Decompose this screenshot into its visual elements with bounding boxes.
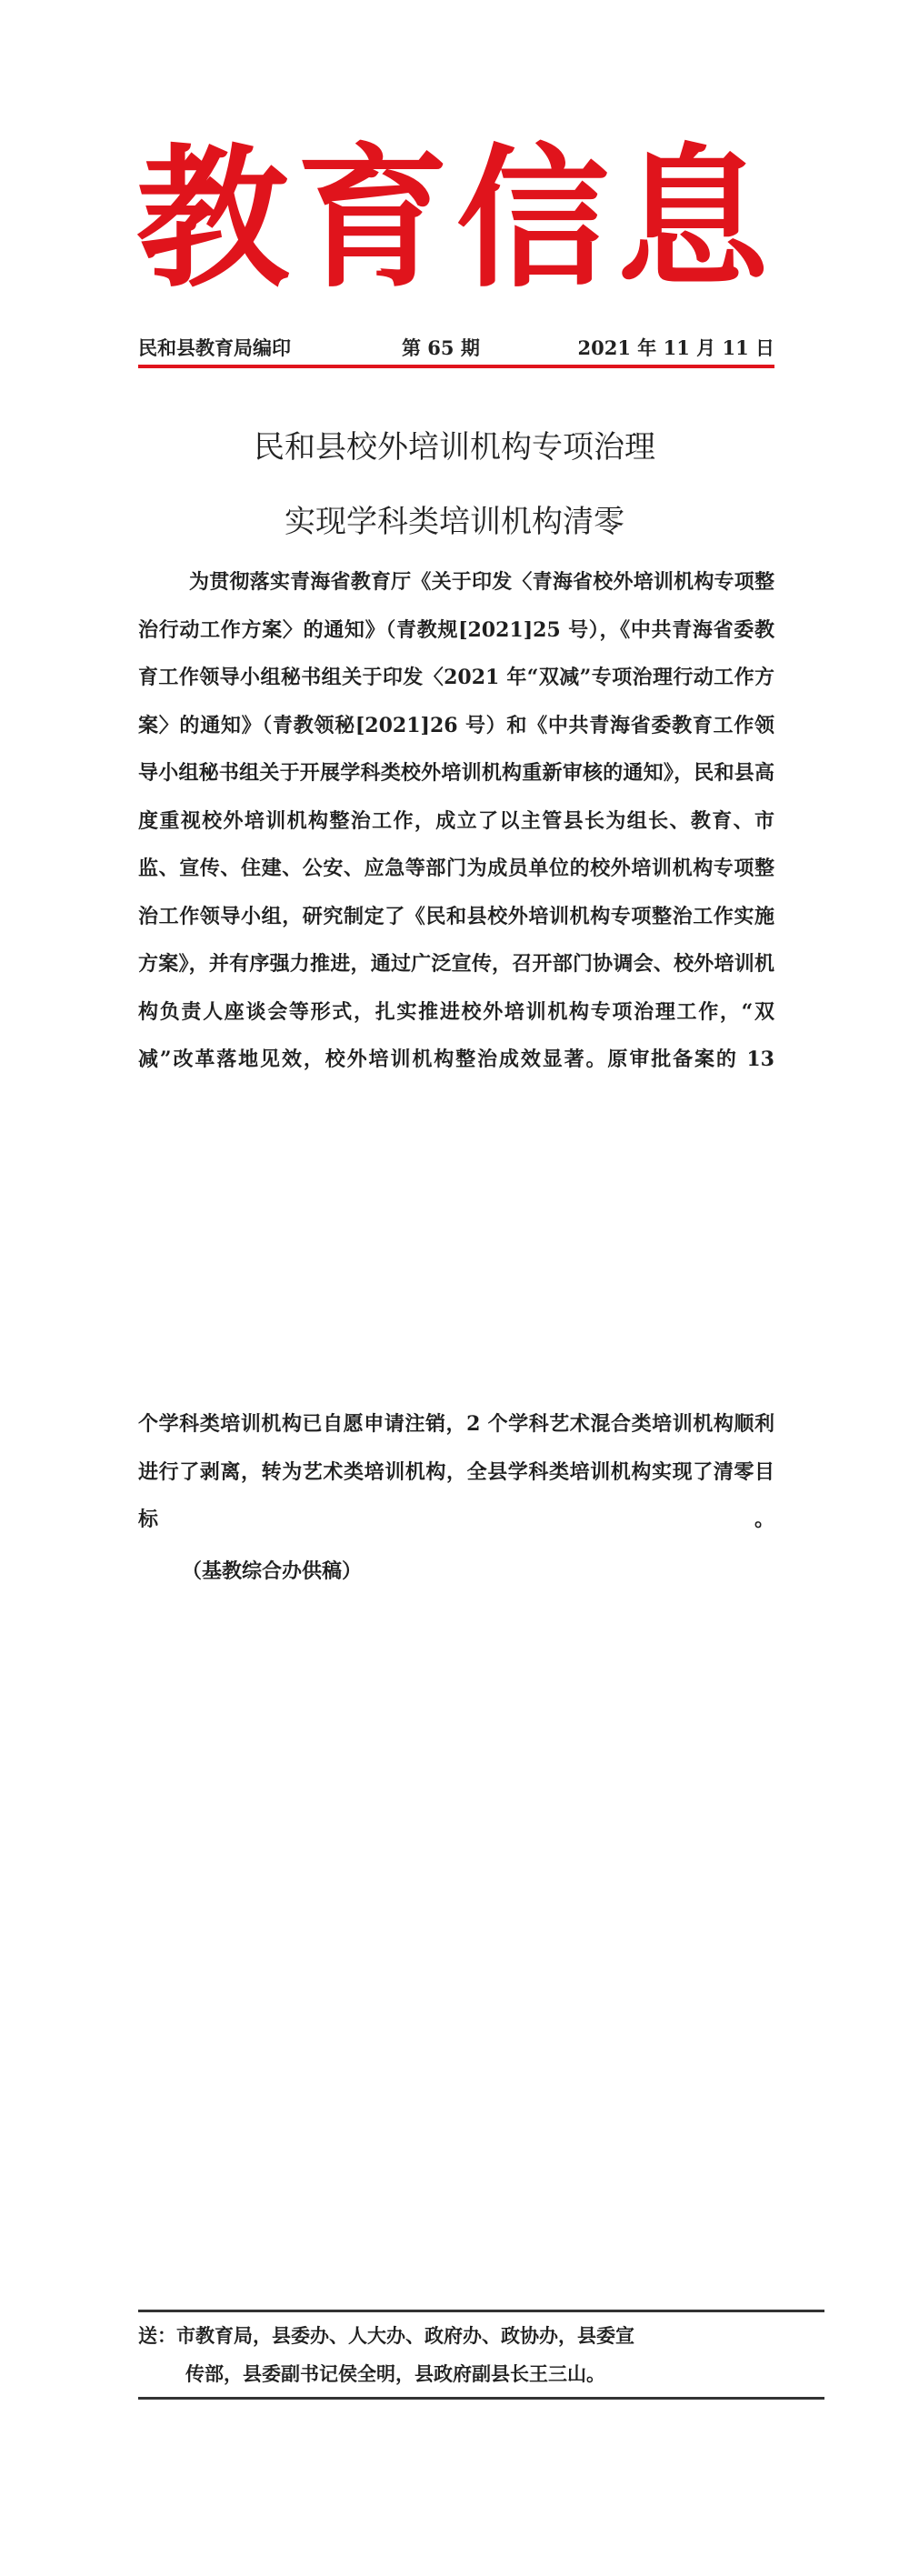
distribution-line-2: 传部，县委副书记侯全明，县政府副县长王三山。 (185, 2362, 605, 2385)
distribution-line-1: 送：市教育局，县委办、人大办、政府办、政协办，县委宣 (138, 2324, 634, 2347)
masthead-title: 教育信息 (136, 128, 776, 308)
article-paragraph-1: 为贯彻落实青海省教育厅《关于印发〈青海省校外培训机构专项整治行动工作方案〉的通知》（青教规[2021]25 号），《中共青海省委教育工作领导小组秘书组关于印发〈2021 年“双减”专项治理行动工作方案〉的通知》（青教领秘[2021]26 号）和《中共青海省委教育工作领导小组秘书组关于开展学科类校外培训机构重新审核的通知》，民和县高度重视校外培训机构整治工作，成立了以主管县长为组长、教育、市监、宣传、住建、公安、应急等部门为成员单位的校外培训机构专项整治工作领导小组，研究制定了《民和县校外培训机构专项整治工作实施方案》，并有序强力推进，通过广泛宣传，召开部门协调会、校外培训机构负责人座谈会等形式，扎实推进校外培训机构专项治理工作，“双减”改革落地见效，校外培训机构整治成效显著。原审批备案的 13 (138, 570, 774, 1071)
issue-number: 第 65 期 (402, 336, 480, 359)
article-title-line-2: 实现学科类培训机构清零 (285, 504, 624, 540)
issue-info-row (138, 335, 774, 362)
distribution-top-rule (138, 2310, 824, 2312)
masthead-red-rule (138, 365, 774, 368)
issue-date: 2021 年 11 月 11 日 (577, 336, 774, 359)
article-source: （基教综合办供稿） (182, 1559, 363, 1583)
article-title-line-1: 民和县校外培训机构专项治理 (254, 429, 655, 466)
distribution-bottom-rule (138, 2397, 824, 2400)
publisher-label: 民和县教育局编印 (138, 336, 291, 359)
article-paragraph-2: 个学科类培训机构已自愿申请注销，2 个学科艺术混合类培训机构顺利进行了剥离，转为艺术类培训机构，全县学科类培训机构实现了清零目标。 (138, 1412, 774, 1531)
distribution-list (138, 2317, 774, 2393)
